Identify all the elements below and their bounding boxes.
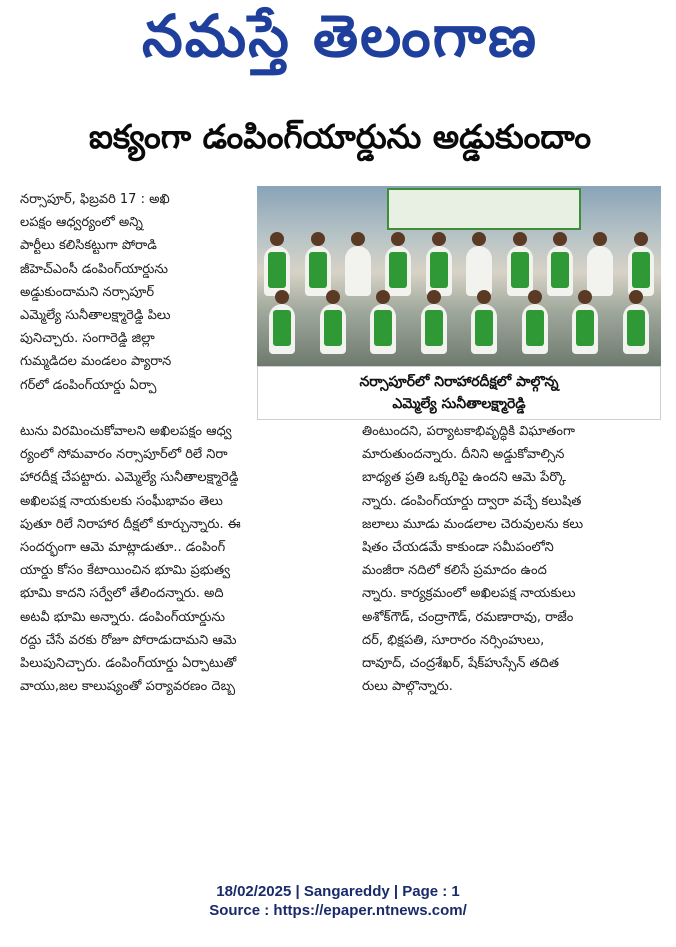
text-line: గర్‌లో డంపింగ్‌యార్డు ఏర్పా xyxy=(20,377,157,393)
text-line: తింటుందని, పర్యాటకాభివృద్ధికి విఘాతంగా xyxy=(362,424,575,439)
text-line: న్నారు. కార్యక్రమంలో అఖిలపక్ష నాయకులు xyxy=(362,586,576,602)
text-line: అఖిలపక్ష నాయకులకు సంఘీభావం తెలు xyxy=(20,493,223,509)
text-line: అటవీ భూమి అన్నారు. డంపింగ్‌యార్డును xyxy=(20,609,226,625)
text-line: వాయు,జల కాలుష్యంతో పర్యావరణం దెబ్బ xyxy=(20,679,236,695)
text-line: రులు పాల్గొన్నారు. xyxy=(362,679,453,695)
text-line: దర్, భిక్షపతి, సూరారం నర్సింహులు, xyxy=(362,632,545,648)
text-line: టును విరమించుకోవాలని అఖిలపక్షం ఆధ్వ xyxy=(20,424,232,439)
text-line: మారుతుందన్నారు. దీనిని అడ్డుకోవాల్సిన xyxy=(362,447,565,463)
article-column-2 xyxy=(362,420,660,698)
photo-crowd-front xyxy=(257,304,661,354)
text-line: భూమి కాదని సర్వేలో తేలిందన్నారు. అది xyxy=(20,586,224,602)
text-line: జీహెచ్‌ఎంసీ డంపింగ్‌యార్డును xyxy=(20,261,169,277)
text-line: దావూద్, చంద్రశేఖర్, షేక్‌హుస్సేన్ తదిత xyxy=(362,656,559,672)
protest-photo xyxy=(257,186,661,366)
text-line: పిలుపునిచ్చారు. డంపింగ్‌యార్డు ఏర్పాటుతో xyxy=(20,656,237,672)
text-line: ఎమ్మెల్యే సునీతాలక్ష్మారెడ్డి పిలు xyxy=(20,308,171,324)
text-line: సందర్భంగా ఆమె మాట్లాడుతూ.. డంపింగ్ xyxy=(20,540,226,556)
text-line: పార్టీలు కలిసికట్టుగా పోరాడి xyxy=(20,238,157,254)
photo-caption xyxy=(257,366,661,420)
caption-line: ఎమ్మెల్యే సునీతాలక్ష్మారెడ్డి xyxy=(392,396,526,412)
text-line: పుతూ రిలే నిరాహార దీక్షలో కూర్చున్నారు. ఈ xyxy=(20,516,241,532)
text-line: పునిచ్చారు. సంగారెడ్డి జిల్లా xyxy=(20,331,155,347)
caption-line: నర్సాపూర్‌లో నిరాహారదీక్షలో పాల్గొన్న xyxy=(359,374,559,390)
footer-source-link[interactable]: Source : https://epaper.ntnews.com/ xyxy=(209,902,467,919)
text-line: బాధ్యత ప్రతి ఒక్కరిపై ఉందని ఆమె పేర్కొ xyxy=(362,470,567,486)
text-line: గుమ్మడిదల మండలం ప్యారాన xyxy=(20,354,172,370)
text-line: అశోక్‌గౌడ్, చంద్రాగౌడ్, రమణారావు, రాజేం xyxy=(362,609,574,625)
photo-crowd-back xyxy=(257,246,661,296)
text-line: యార్డు కోసం కేటాయించిన భూమి ప్రభుత్వ xyxy=(20,563,231,579)
page-footer xyxy=(0,882,676,920)
text-line: లపక్షం ఆధ్వర్యంలో అన్ని xyxy=(20,215,143,231)
text-line: నర్సాపూర్, ఫిబ్రవరి 17 : అఖి xyxy=(20,192,170,207)
article-column-1-bottom xyxy=(20,420,350,698)
text-line: హారదీక్ష చేపట్టారు. ఎమ్మెల్యే సునీతాలక్ష్మారెడ్డి xyxy=(20,470,239,486)
newspaper-masthead: నమస్తే తెలంగాణ xyxy=(142,1,538,70)
article-column-1-top xyxy=(20,188,252,397)
text-line: రద్దు చేసే వరకు రోజూ పోరాడుదామని ఆమె xyxy=(20,632,237,648)
footer-edition-info: 18/02/2025 | Sangareddy | Page : 1 xyxy=(216,883,460,900)
text-line: జలాలు మూడు మండలాల చెరువులను కలు xyxy=(362,516,584,532)
article-headline: ఐక్యంగా డంపింగ్‌యార్డును అడ్డుకుందాం xyxy=(88,116,592,156)
text-line: షితం చేయడమే కాకుండా సమీపంలోని xyxy=(362,540,554,556)
text-line: ర్యంలో సోమవారం నర్సాపూర్‌లో రిలే నిరా xyxy=(20,447,228,463)
text-line: మంజీరా నదిలో కలిసే ప్రమాదం ఉంద xyxy=(362,563,547,579)
text-line: న్నారు. డంపింగ్‌యార్డు ద్వారా వచ్చే కలుషిత xyxy=(362,493,582,509)
photo-banner xyxy=(387,188,581,230)
text-line: అడ్డుకుందామని నర్సాపూర్ xyxy=(20,284,155,300)
